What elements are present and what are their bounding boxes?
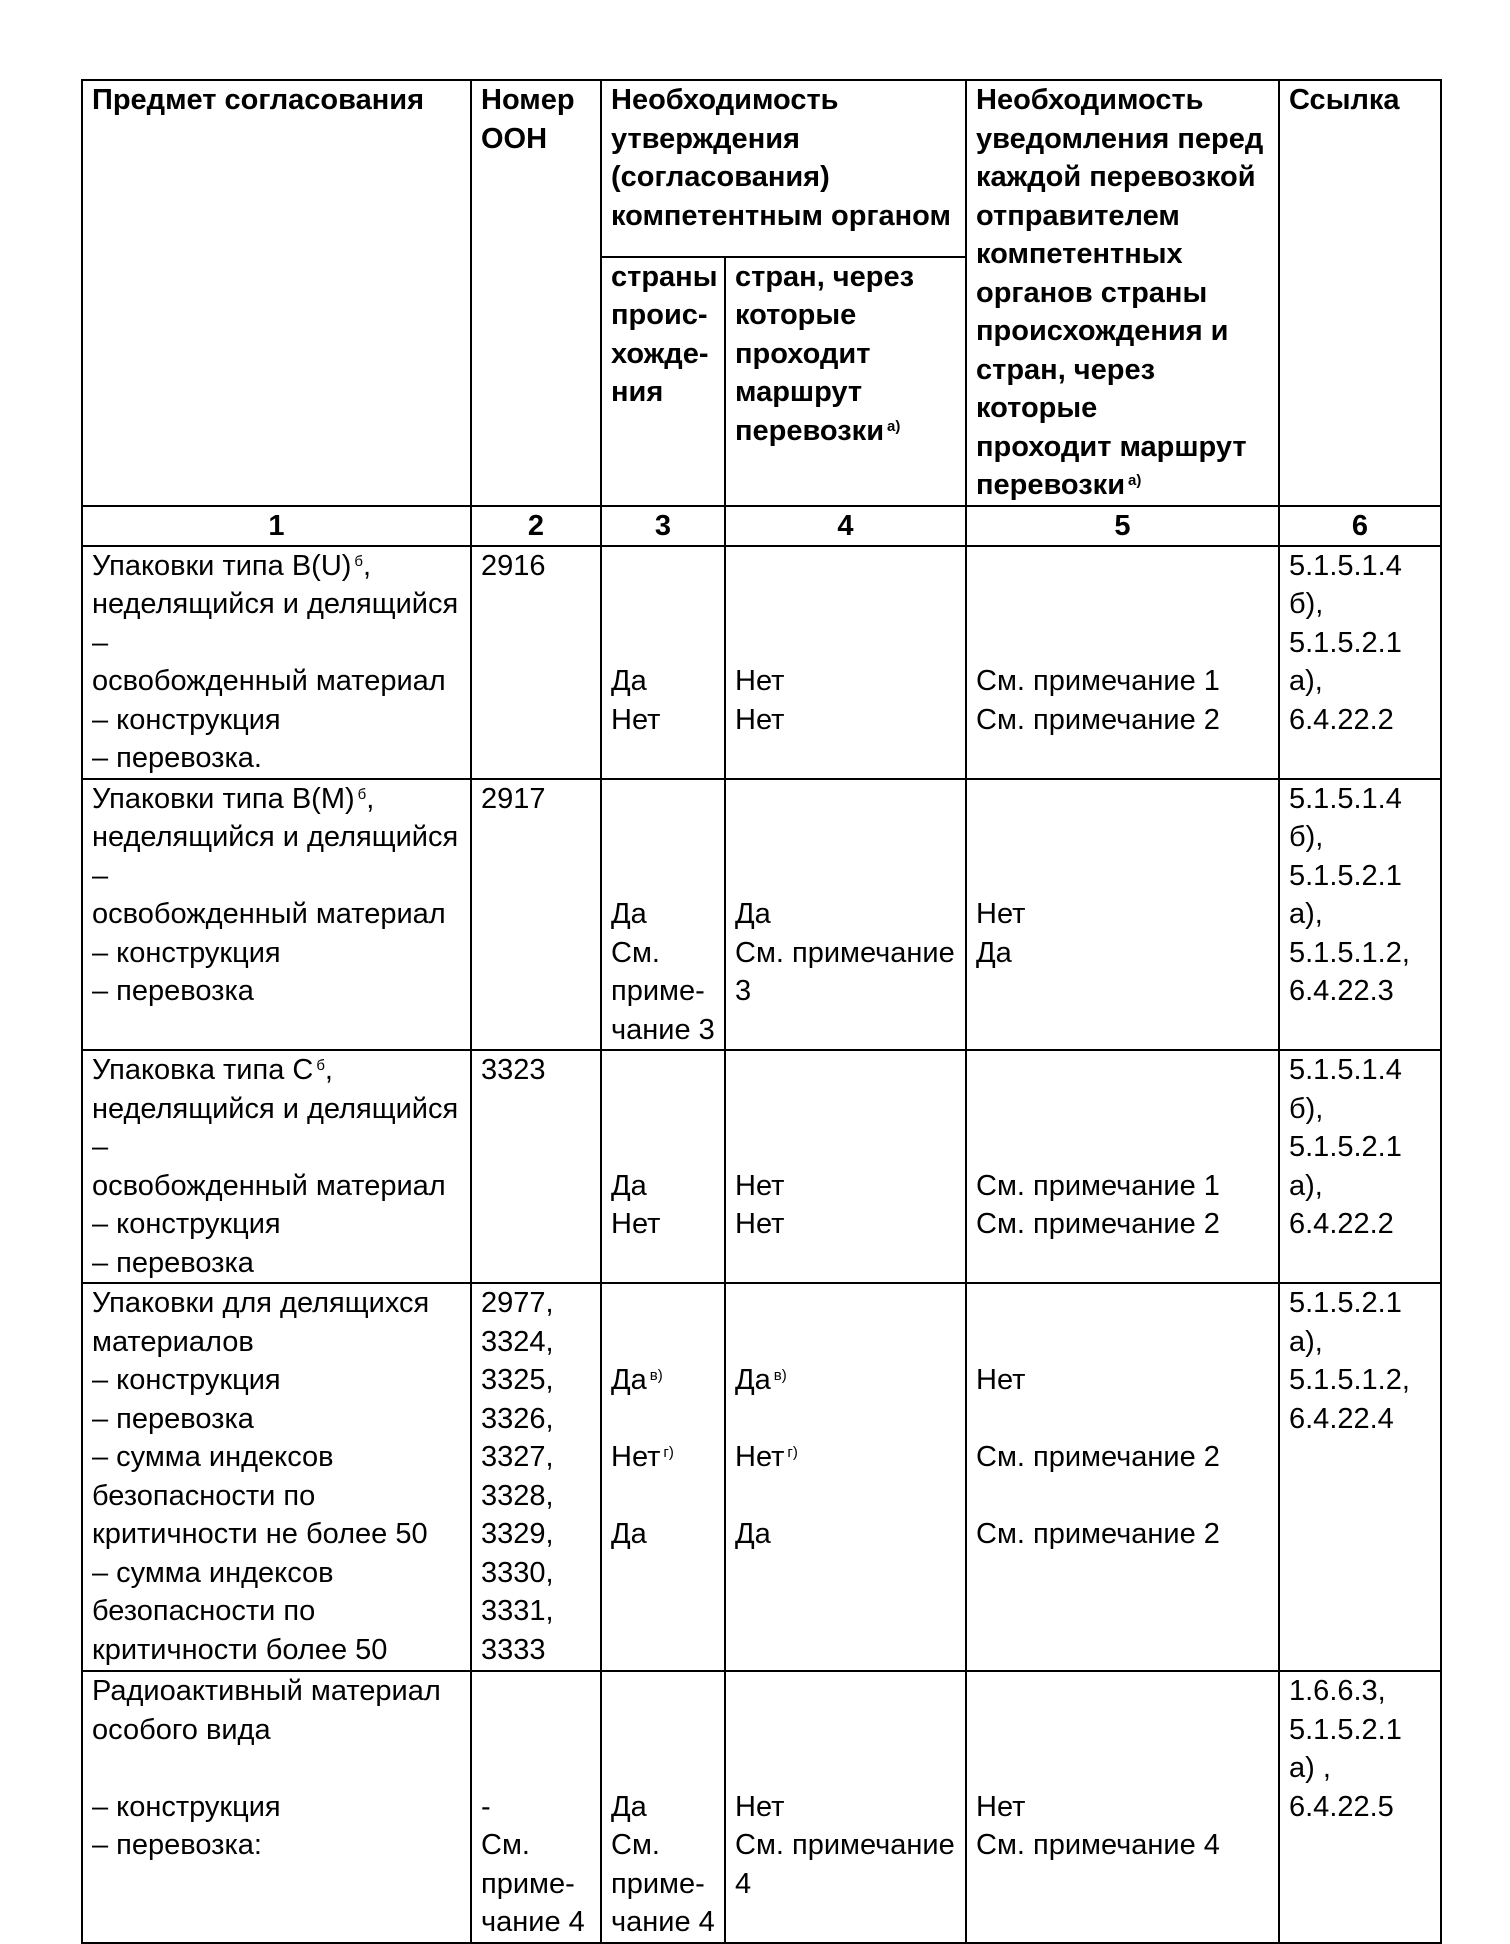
subject-cell: Упаковки для делящихся материалов – конструкция – перевозка – сумма индексов безопасности по критичности не более 50 – сумма индексов безопасности по критичности более 50	[82, 1283, 471, 1671]
header-reference: Ссылка	[1279, 80, 1441, 506]
transit-approval-cell: Да $^{в)}$ Нет $^{г)}$ Да	[725, 1283, 966, 1671]
origin-approval-cell: Да См. приме- чание 4	[601, 1671, 725, 1943]
subject-cell: Упаковки типа B(U) $^б$, неделящийся и делящийся – освобожденный материал – конструкция – перевозка.	[82, 546, 471, 779]
header-subject: Предмет согласования	[82, 80, 471, 506]
transit-approval-cell: Нет См. примечание 4	[725, 1671, 966, 1943]
un-number-cell: 2917	[471, 779, 601, 1051]
transit-approval-cell: Да См. примечание 3	[725, 779, 966, 1051]
column-number: 5	[966, 506, 1279, 546]
footnote-b: б	[354, 552, 364, 570]
footnote-v: в)	[773, 1367, 787, 1384]
footnote-b: б	[357, 785, 367, 803]
footnote-b: б	[316, 1057, 325, 1074]
transit-approval-cell: Нет Нет	[725, 1050, 966, 1283]
footnote-g: г)	[663, 1444, 674, 1461]
reference-cell: 5.1.5.2.1 а), 5.1.5.1.2, 6.4.22.4	[1279, 1283, 1441, 1671]
column-number: 6	[1279, 506, 1441, 546]
footnote-v: в)	[649, 1367, 663, 1384]
header-origin-country: страны проис- хожде- ния	[601, 257, 725, 506]
footnote-a: а)	[887, 417, 901, 435]
un-number-cell: 3323	[471, 1050, 601, 1283]
reference-cell: 1.6.6.3, 5.1.5.2.1 а) , 6.4.22.5	[1279, 1671, 1441, 1943]
column-number: 2	[471, 506, 601, 546]
un-number-cell: - См. приме- чание 4	[471, 1671, 601, 1943]
subject-cell: Упаковка типа С $^б$, неделящийся и делящийся – освобожденный материал – конструкция – перевозка	[82, 1050, 471, 1283]
notification-cell: Нет См. примечание 2 См. примечание 2	[966, 1283, 1279, 1671]
table-row	[82, 1671, 1441, 1943]
reference-cell: 5.1.5.1.4 б), 5.1.5.2.1 а), 5.1.5.1.2, 6.4.22.3	[1279, 779, 1441, 1051]
header-notification: Необходимость уведомления перед каждой перевозкой отправителем компетентных органов страны происхождения и стран, через которые проходит маршрут перевозки $^{а)}$	[966, 80, 1279, 506]
table-row	[82, 779, 1441, 1051]
subject-cell: Упаковки типа B(M) $^б$, неделящийся и делящийся – освобожденный материал – конструкция – перевозка	[82, 779, 471, 1051]
header-un-number: Номер ООН	[471, 80, 601, 506]
header-transit-countries: стран, через которые проходит маршрут перевозки $^{а)}$	[725, 257, 966, 506]
header-approval-group: Необходимость утверждения (согласования) компетентным органом	[601, 80, 966, 257]
column-number: 1	[82, 506, 471, 546]
subject-cell: Радиоактивный материал особого вида – конструкция – перевозка:	[82, 1671, 471, 1943]
un-number-cell: 2977, 3324, 3325, 3326, 3327, 3328, 3329, 3330, 3331, 3333	[471, 1283, 601, 1671]
footnote-a: а)	[1128, 472, 1142, 489]
origin-approval-cell: Да $^{в)}$ Нет $^{г)}$ Да	[601, 1283, 725, 1671]
table-row	[82, 1283, 1441, 1671]
origin-approval-cell: Да Нет	[601, 1050, 725, 1283]
notification-cell: Нет Да	[966, 779, 1279, 1051]
origin-approval-cell: Да См. приме- чание 3	[601, 779, 725, 1051]
footnote-g: г)	[787, 1444, 798, 1461]
reference-cell: 5.1.5.1.4 б), 5.1.5.2.1 а), 6.4.22.2	[1279, 546, 1441, 779]
table-row	[82, 1050, 1441, 1283]
notification-cell: Нет См. примечание 4	[966, 1671, 1279, 1943]
transit-approval-cell: Нет Нет	[725, 546, 966, 779]
table-row	[82, 546, 1441, 779]
column-number: 4	[725, 506, 966, 546]
reference-cell: 5.1.5.1.4 б), 5.1.5.2.1 а), 6.4.22.2	[1279, 1050, 1441, 1283]
origin-approval-cell: Да Нет	[601, 546, 725, 779]
notification-cell: См. примечание 1 См. примечание 2	[966, 546, 1279, 779]
notification-cell: См. примечание 1 См. примечание 2	[966, 1050, 1279, 1283]
approval-table	[81, 79, 1442, 1944]
un-number-cell: 2916	[471, 546, 601, 779]
column-number: 3	[601, 506, 725, 546]
